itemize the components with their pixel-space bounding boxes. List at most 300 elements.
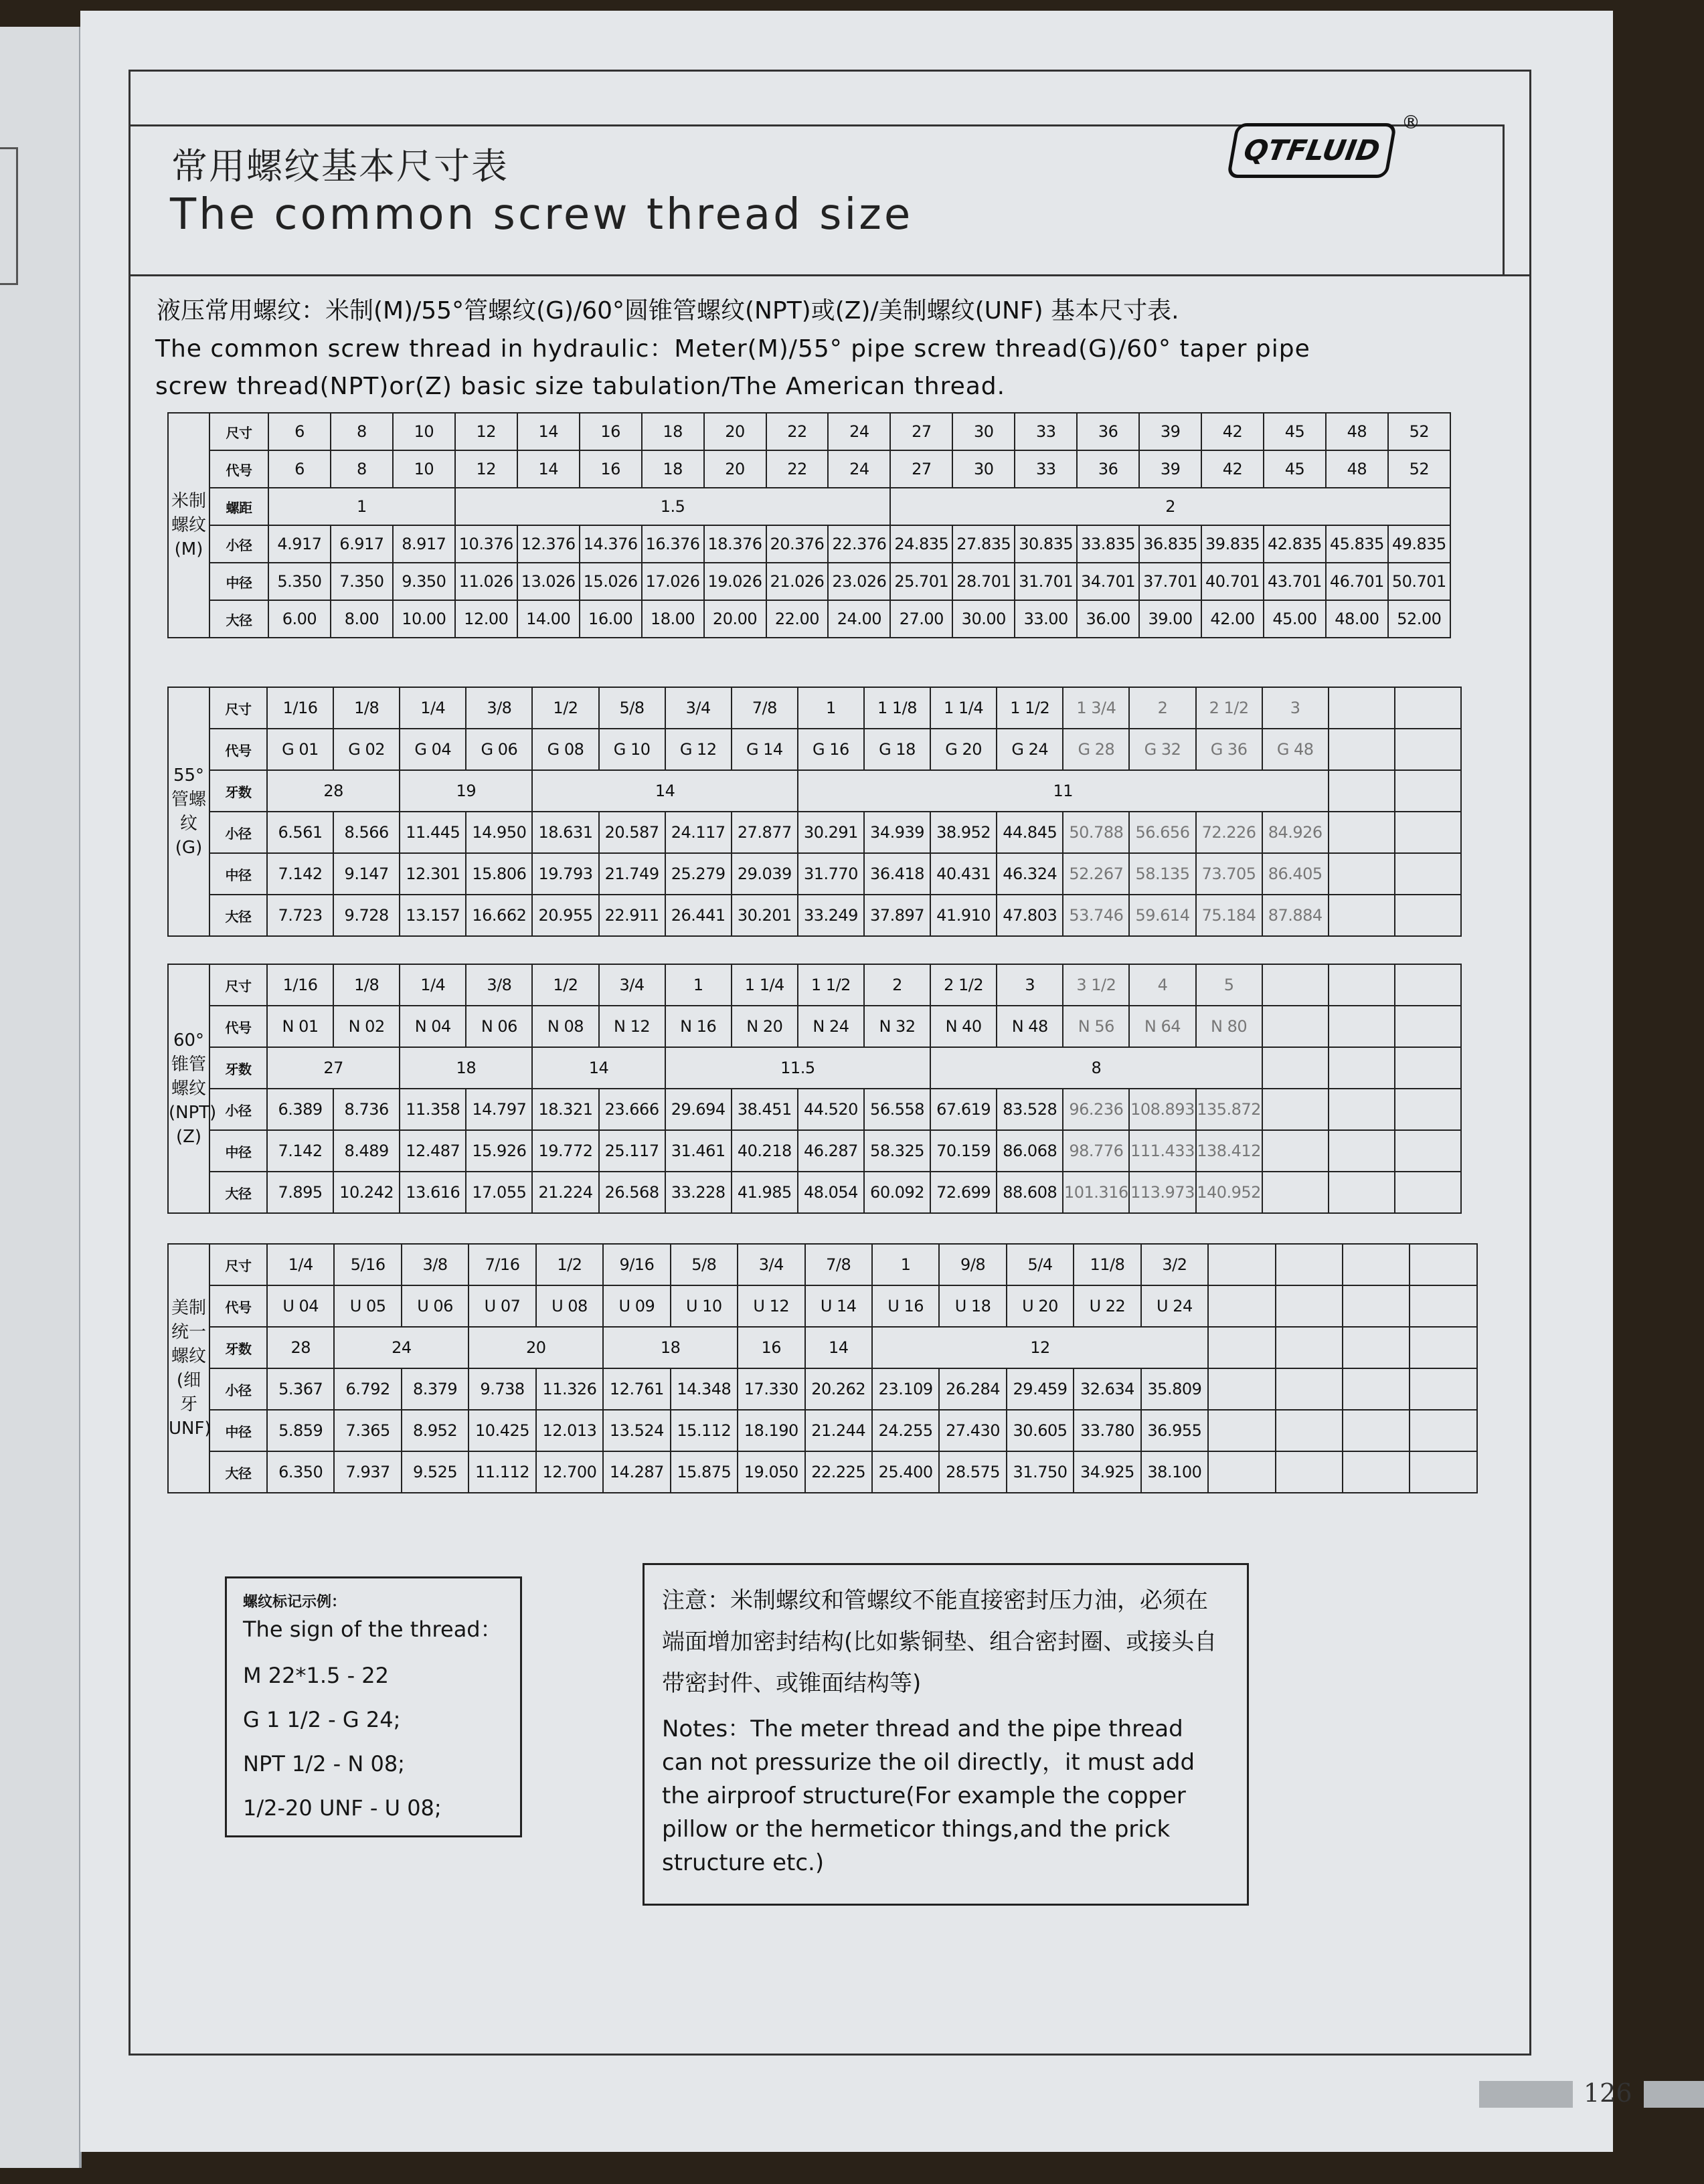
table-cell (1343, 1244, 1410, 1285)
table-cell: G 10 (599, 729, 665, 770)
table-cell: 33.780 (1074, 1410, 1140, 1451)
table-cell (1343, 1368, 1410, 1410)
table-cell (1276, 1451, 1343, 1493)
table-cell: 3 1/2 (1063, 964, 1129, 1006)
table-cell: 1/4 (267, 1244, 334, 1285)
adjacent-page-edge (0, 27, 82, 2168)
table-cell: U 16 (872, 1285, 939, 1327)
table-cell: 18 (603, 1327, 738, 1368)
table-cell: 26.441 (665, 895, 732, 936)
table-cell: 13.157 (400, 895, 466, 936)
table-cell (1343, 1451, 1410, 1493)
table-cell: 11 (798, 770, 1329, 812)
table-cell: 52 (1388, 450, 1450, 488)
table-cell: N 08 (532, 1006, 598, 1047)
table-cell (1208, 1244, 1275, 1285)
table-cell: 29.694 (665, 1089, 732, 1130)
table-cell: 31.770 (798, 853, 864, 895)
row-label: 中径 (209, 853, 267, 895)
table-cell: G 48 (1262, 729, 1329, 770)
table-cell: 6 (268, 413, 331, 450)
table-cell: 36 (1077, 413, 1139, 450)
table-cell: 24.255 (872, 1410, 939, 1451)
table-cell: 33.00 (1015, 600, 1077, 638)
table-row (168, 1130, 1461, 1172)
table-cell: 83.528 (997, 1089, 1063, 1130)
table-cell: 24 (828, 450, 890, 488)
table-cell: 1 1/2 (997, 687, 1063, 729)
row-label: 小径 (209, 812, 267, 853)
table-cell: 14 (517, 450, 580, 488)
table-cell: 7/16 (468, 1244, 535, 1285)
table-row (168, 600, 1450, 638)
table-cell: N 06 (466, 1006, 532, 1047)
table-cell: U 12 (738, 1285, 804, 1327)
table-row (168, 1047, 1461, 1089)
table-cell: 52.267 (1063, 853, 1129, 895)
table-cell (1395, 812, 1461, 853)
table-cell: 30.291 (798, 812, 864, 853)
table-cell: 2 1/2 (930, 964, 997, 1006)
table-cell: 24.117 (665, 812, 732, 853)
table-row (168, 563, 1450, 600)
table-cell: 25.279 (665, 853, 732, 895)
table-cell: 33 (1015, 413, 1077, 450)
table-cell: 42 (1201, 450, 1264, 488)
table-cell: 12.376 (517, 525, 580, 563)
table-cell: 49.835 (1388, 525, 1450, 563)
table-cell: 46.287 (798, 1130, 864, 1172)
table-cell: 30.201 (732, 895, 798, 936)
metric-thread-table (167, 412, 1451, 638)
table-cell: N 48 (997, 1006, 1063, 1047)
table-cell: U 06 (402, 1285, 468, 1327)
table-row (168, 1285, 1477, 1327)
table-cell: 18.00 (642, 600, 704, 638)
table-cell: 46.324 (997, 853, 1063, 895)
table-cell: 24 (334, 1327, 468, 1368)
table-cell (1276, 1368, 1343, 1410)
table-cell: 72.226 (1196, 812, 1262, 853)
table-cell: 11.358 (400, 1089, 466, 1130)
table-cell: G 06 (466, 729, 532, 770)
table-cell (1395, 687, 1461, 729)
table-cell: 12 (455, 413, 517, 450)
table-cell: G 32 (1129, 729, 1195, 770)
table-cell: G 08 (532, 729, 598, 770)
table-cell: 1 (268, 488, 455, 525)
table-cell: 33.228 (665, 1172, 732, 1213)
registered-mark: ® (1401, 111, 1420, 133)
table-cell: 72.699 (930, 1172, 997, 1213)
table-row (168, 1172, 1461, 1213)
table-cell: 45.835 (1326, 525, 1388, 563)
table-cell: 108.893 (1129, 1089, 1195, 1130)
table-cell: 1 (872, 1244, 939, 1285)
table-cell: 10.376 (455, 525, 517, 563)
table-cell: 44.845 (997, 812, 1063, 853)
table-cell: U 09 (603, 1285, 670, 1327)
table-cell: 14 (532, 1047, 665, 1089)
table-cell: 1/16 (267, 687, 333, 729)
table-cell: N 40 (930, 1006, 997, 1047)
table-cell: 12.487 (400, 1130, 466, 1172)
table-cell: 30.00 (952, 600, 1015, 638)
table-cell: 42.835 (1264, 525, 1326, 563)
table-cell: 1 1/2 (798, 964, 864, 1006)
table-cell: 48 (1326, 450, 1388, 488)
table-cell: 15.112 (671, 1410, 738, 1451)
table-cell: 39 (1139, 450, 1201, 488)
row-label: 尺寸 (209, 964, 267, 1006)
table-cell: 21.224 (532, 1172, 598, 1213)
table-cell: N 64 (1129, 1006, 1195, 1047)
table-cell: U 10 (671, 1285, 738, 1327)
table-cell: 5/8 (599, 687, 665, 729)
table-cell: 20.955 (532, 895, 598, 936)
row-label: 代号 (209, 450, 268, 488)
table-cell: 14.348 (671, 1368, 738, 1410)
table-cell: 20.262 (805, 1368, 872, 1410)
table-cell: 48.00 (1326, 600, 1388, 638)
table-cell: 39.835 (1201, 525, 1264, 563)
table-row (168, 450, 1450, 488)
table-row (168, 812, 1461, 853)
table-cell (1395, 1130, 1461, 1172)
table-cell: 19.793 (532, 853, 598, 895)
table-cell (1329, 1006, 1395, 1047)
table-cell: 5 (1196, 964, 1262, 1006)
table-cell: 27 (890, 413, 952, 450)
table-cell: 25.400 (872, 1451, 939, 1493)
table-cell: 7.937 (334, 1451, 401, 1493)
table-cell: 7.365 (334, 1410, 401, 1451)
table-cell: 1/4 (400, 687, 466, 729)
table-cell: 31.701 (1015, 563, 1077, 600)
table-cell: 16 (580, 413, 642, 450)
table-cell: 50.788 (1063, 812, 1129, 853)
table-cell: 14 (517, 413, 580, 450)
thread-type-label: 米制螺纹(M) (168, 413, 209, 638)
table-cell: 19.772 (532, 1130, 598, 1172)
table-cell: 42 (1201, 413, 1264, 450)
table-row (168, 964, 1461, 1006)
table-cell: G 14 (732, 729, 798, 770)
table-cell: 8.379 (402, 1368, 468, 1410)
table-cell: 52.00 (1388, 600, 1450, 638)
table-cell (1262, 1047, 1329, 1089)
table-cell: U 18 (939, 1285, 1006, 1327)
table-cell: 36.955 (1141, 1410, 1208, 1451)
table-cell: 6.00 (268, 600, 331, 638)
table-cell: 16.662 (466, 895, 532, 936)
table-cell: 11.112 (468, 1451, 535, 1493)
table-cell: 73.705 (1196, 853, 1262, 895)
table-cell: 28.701 (952, 563, 1015, 600)
table-cell: 140.952 (1196, 1172, 1262, 1213)
table-cell (1262, 1089, 1329, 1130)
thread-sign-box (225, 1576, 522, 1837)
table-row (168, 1327, 1477, 1368)
title-english: The common screw thread size (170, 190, 914, 240)
table-cell (1410, 1285, 1476, 1327)
table-cell: 30.605 (1007, 1410, 1074, 1451)
table-cell: 38.100 (1141, 1451, 1208, 1493)
table-cell (1329, 1130, 1395, 1172)
table-cell: 1 (798, 687, 864, 729)
table-cell: 37.701 (1139, 563, 1201, 600)
table-cell: 14.287 (603, 1451, 670, 1493)
table-cell: N 80 (1196, 1006, 1262, 1047)
row-label: 中径 (209, 563, 268, 600)
table-cell: 17.330 (738, 1368, 804, 1410)
table-cell: 9.525 (402, 1451, 468, 1493)
table-cell: 50.701 (1388, 563, 1450, 600)
table-cell: 75.184 (1196, 895, 1262, 936)
table-cell: 3/8 (466, 687, 532, 729)
table-cell: N 56 (1063, 1006, 1129, 1047)
table-cell: 38.451 (732, 1089, 798, 1130)
table-cell: 2 1/2 (1196, 687, 1262, 729)
table-cell: 19.026 (704, 563, 766, 600)
table-cell: 14.950 (466, 812, 532, 853)
table-cell: 45 (1264, 450, 1326, 488)
table-cell: 47.803 (997, 895, 1063, 936)
table-cell: 111.433 (1129, 1130, 1195, 1172)
table-cell: 21.244 (805, 1410, 872, 1451)
table-cell: 20 (468, 1327, 603, 1368)
table-cell (1329, 770, 1395, 812)
table-cell: G 02 (333, 729, 400, 770)
table-cell: 1/2 (532, 964, 598, 1006)
table-cell: 23.109 (872, 1368, 939, 1410)
page-number-bar (1479, 2081, 1573, 2108)
table-cell: 18.190 (738, 1410, 804, 1451)
table-cell: 22.225 (805, 1451, 872, 1493)
table-cell: 13.026 (517, 563, 580, 600)
table-cell: 12 (872, 1327, 1208, 1368)
table-cell: 87.884 (1262, 895, 1329, 936)
table-cell: G 18 (864, 729, 930, 770)
table-cell: 21.026 (766, 563, 829, 600)
notes-chinese: 注意：米制螺纹和管螺纹不能直接密封压力油，必须在端面增加密封结构(比如紫铜垫、组合密封圈、或接头自带密封件、或锥面结构等) (662, 1587, 1217, 1697)
table-cell: 138.412 (1196, 1130, 1262, 1172)
table-cell: 43.701 (1264, 563, 1326, 600)
table-cell: U 14 (805, 1285, 872, 1327)
catalog-page (80, 11, 1632, 2152)
table-cell: 35.809 (1141, 1368, 1208, 1410)
npt-thread-table (167, 964, 1462, 1214)
table-row (168, 413, 1450, 450)
table-cell: 113.973 (1129, 1172, 1195, 1213)
table-cell: 19 (400, 770, 532, 812)
page-number: 126 (1584, 2078, 1632, 2108)
row-label: 大径 (209, 1451, 267, 1493)
table-row (168, 1244, 1477, 1285)
table-cell: 70.159 (930, 1130, 997, 1172)
table-cell: 8.736 (333, 1089, 400, 1130)
table-cell: 101.316 (1063, 1172, 1129, 1213)
row-label: 代号 (209, 1285, 267, 1327)
table-cell: 39.00 (1139, 600, 1201, 638)
table-cell: 96.236 (1063, 1089, 1129, 1130)
table-cell: G 24 (997, 729, 1063, 770)
table-cell: 1/16 (267, 964, 333, 1006)
table-cell: 36.418 (864, 853, 930, 895)
table-cell: 84.926 (1262, 812, 1329, 853)
table-cell: 5/16 (334, 1244, 401, 1285)
adjacent-page-mark (0, 147, 18, 285)
table-cell: U 20 (1007, 1285, 1074, 1327)
table-cell: 67.619 (930, 1089, 997, 1130)
table-cell: 5/4 (1007, 1244, 1074, 1285)
table-cell: G 28 (1063, 729, 1129, 770)
table-cell (1410, 1410, 1476, 1451)
table-cell: 11.5 (665, 1047, 930, 1089)
table-cell: 16.376 (642, 525, 704, 563)
table-cell: 30.835 (1015, 525, 1077, 563)
table-cell: 8.566 (333, 812, 400, 853)
row-label: 牙数 (209, 1327, 267, 1368)
intro-chinese: 液压常用螺纹：米制(M)/55°管螺纹(G)/60°圆锥管螺纹(NPT)或(Z)/美制螺纹(UNF) 基本尺寸表. (157, 297, 1179, 325)
table-cell: 5.367 (267, 1368, 334, 1410)
table-cell (1329, 853, 1395, 895)
table-cell: 32.634 (1074, 1368, 1140, 1410)
table-cell (1395, 1047, 1461, 1089)
table-cell: 11.326 (536, 1368, 603, 1410)
table-cell: 88.608 (997, 1172, 1063, 1213)
table-cell: 6.389 (267, 1089, 333, 1130)
table-cell: N 32 (864, 1006, 930, 1047)
table-cell: 9.350 (393, 563, 455, 600)
row-label: 尺寸 (209, 413, 268, 450)
table-cell (1395, 964, 1461, 1006)
table-cell: 27.430 (939, 1410, 1006, 1451)
table-cell: 8 (930, 1047, 1262, 1089)
table-cell: 3 (997, 964, 1063, 1006)
table-cell: 27.835 (952, 525, 1015, 563)
table-cell (1208, 1368, 1275, 1410)
table-cell: 7.723 (267, 895, 333, 936)
table-cell: 31.461 (665, 1130, 732, 1172)
table-cell: 28 (267, 770, 400, 812)
table-cell: N 01 (267, 1006, 333, 1047)
table-row (168, 853, 1461, 895)
table-cell: 3/4 (599, 964, 665, 1006)
table-cell: 3/4 (665, 687, 732, 729)
table-cell: 12.700 (536, 1451, 603, 1493)
sign-caption-en: The sign of the thread： (243, 1617, 502, 1642)
table-cell: 7/8 (732, 687, 798, 729)
table-cell: 28 (267, 1327, 334, 1368)
sign-example: G 1 1/2 - G 24; (243, 1707, 401, 1732)
table-cell: 8.489 (333, 1130, 400, 1172)
table-cell: 8.00 (331, 600, 393, 638)
table-cell: 2 (1129, 687, 1195, 729)
table-cell: N 16 (665, 1006, 732, 1047)
table-cell: 9/16 (603, 1244, 670, 1285)
row-label: 大径 (209, 600, 268, 638)
table-cell (1395, 853, 1461, 895)
table-cell: 52 (1388, 413, 1450, 450)
table-cell: N 12 (599, 1006, 665, 1047)
table-cell: 1 1/8 (864, 687, 930, 729)
sign-caption-cn: 螺纹标记示例： (243, 1594, 347, 1611)
table-cell: 46.701 (1326, 563, 1388, 600)
table-cell (1262, 1006, 1329, 1047)
row-label: 尺寸 (209, 1244, 267, 1285)
row-label: 小径 (209, 525, 268, 563)
table-row (168, 1451, 1477, 1493)
table-cell: 18.631 (532, 812, 598, 853)
table-cell: 18 (642, 450, 704, 488)
intro-english: The common screw thread in hydraulic：Meter(M)/55° pipe screw thread(G)/60° taper pipe screw thread(NPT)or(Z) basic size tabulation/The American thread. (155, 335, 1310, 400)
table-cell: 7.142 (267, 853, 333, 895)
table-cell: 18 (400, 1047, 532, 1089)
table-cell (1329, 1047, 1395, 1089)
table-cell: G 20 (930, 729, 997, 770)
table-cell: 20.587 (599, 812, 665, 853)
table-cell: 22.376 (828, 525, 890, 563)
table-cell (1395, 1172, 1461, 1213)
table-cell: 8 (331, 450, 393, 488)
table-row (168, 1089, 1461, 1130)
row-label: 牙数 (209, 770, 267, 812)
table-cell: 6.792 (334, 1368, 401, 1410)
table-cell: 7.350 (331, 563, 393, 600)
table-cell (1329, 964, 1395, 1006)
table-cell: 135.872 (1196, 1089, 1262, 1130)
table-cell: 18.321 (532, 1089, 598, 1130)
table-cell: 29.459 (1007, 1368, 1074, 1410)
table-cell: 18.376 (704, 525, 766, 563)
table-cell: N 20 (732, 1006, 798, 1047)
table-cell (1395, 729, 1461, 770)
row-label: 小径 (209, 1368, 267, 1410)
table-cell: 2 (864, 964, 930, 1006)
row-label: 代号 (209, 729, 267, 770)
table-cell: U 22 (1074, 1285, 1140, 1327)
table-cell: 6 (268, 450, 331, 488)
table-cell: 17.055 (466, 1172, 532, 1213)
table-cell (1395, 770, 1461, 812)
table-cell (1343, 1327, 1410, 1368)
table-cell: 86.405 (1262, 853, 1329, 895)
table-cell: N 04 (400, 1006, 466, 1047)
table-cell: 9/8 (939, 1244, 1006, 1285)
table-cell: 22.911 (599, 895, 665, 936)
table-cell: 1 1/4 (930, 687, 997, 729)
table-cell: 4 (1129, 964, 1195, 1006)
table-cell: 40.218 (732, 1130, 798, 1172)
table-cell: 9.738 (468, 1368, 535, 1410)
table-cell (1208, 1410, 1275, 1451)
table-cell: 37.897 (864, 895, 930, 936)
table-cell: U 08 (536, 1285, 603, 1327)
table-cell: 3/8 (402, 1244, 468, 1285)
unf-thread-table (167, 1243, 1478, 1493)
table-row (168, 729, 1461, 770)
table-cell: 18 (642, 413, 704, 450)
table-cell: 10 (393, 413, 455, 450)
table-cell (1329, 729, 1395, 770)
table-cell: 5/8 (671, 1244, 738, 1285)
table-cell: 25.117 (599, 1130, 665, 1172)
sign-example: 1/2-20 UNF - U 08; (243, 1795, 442, 1821)
table-cell: 15.926 (466, 1130, 532, 1172)
table-cell: U 24 (1141, 1285, 1208, 1327)
table-cell: 30 (952, 413, 1015, 450)
